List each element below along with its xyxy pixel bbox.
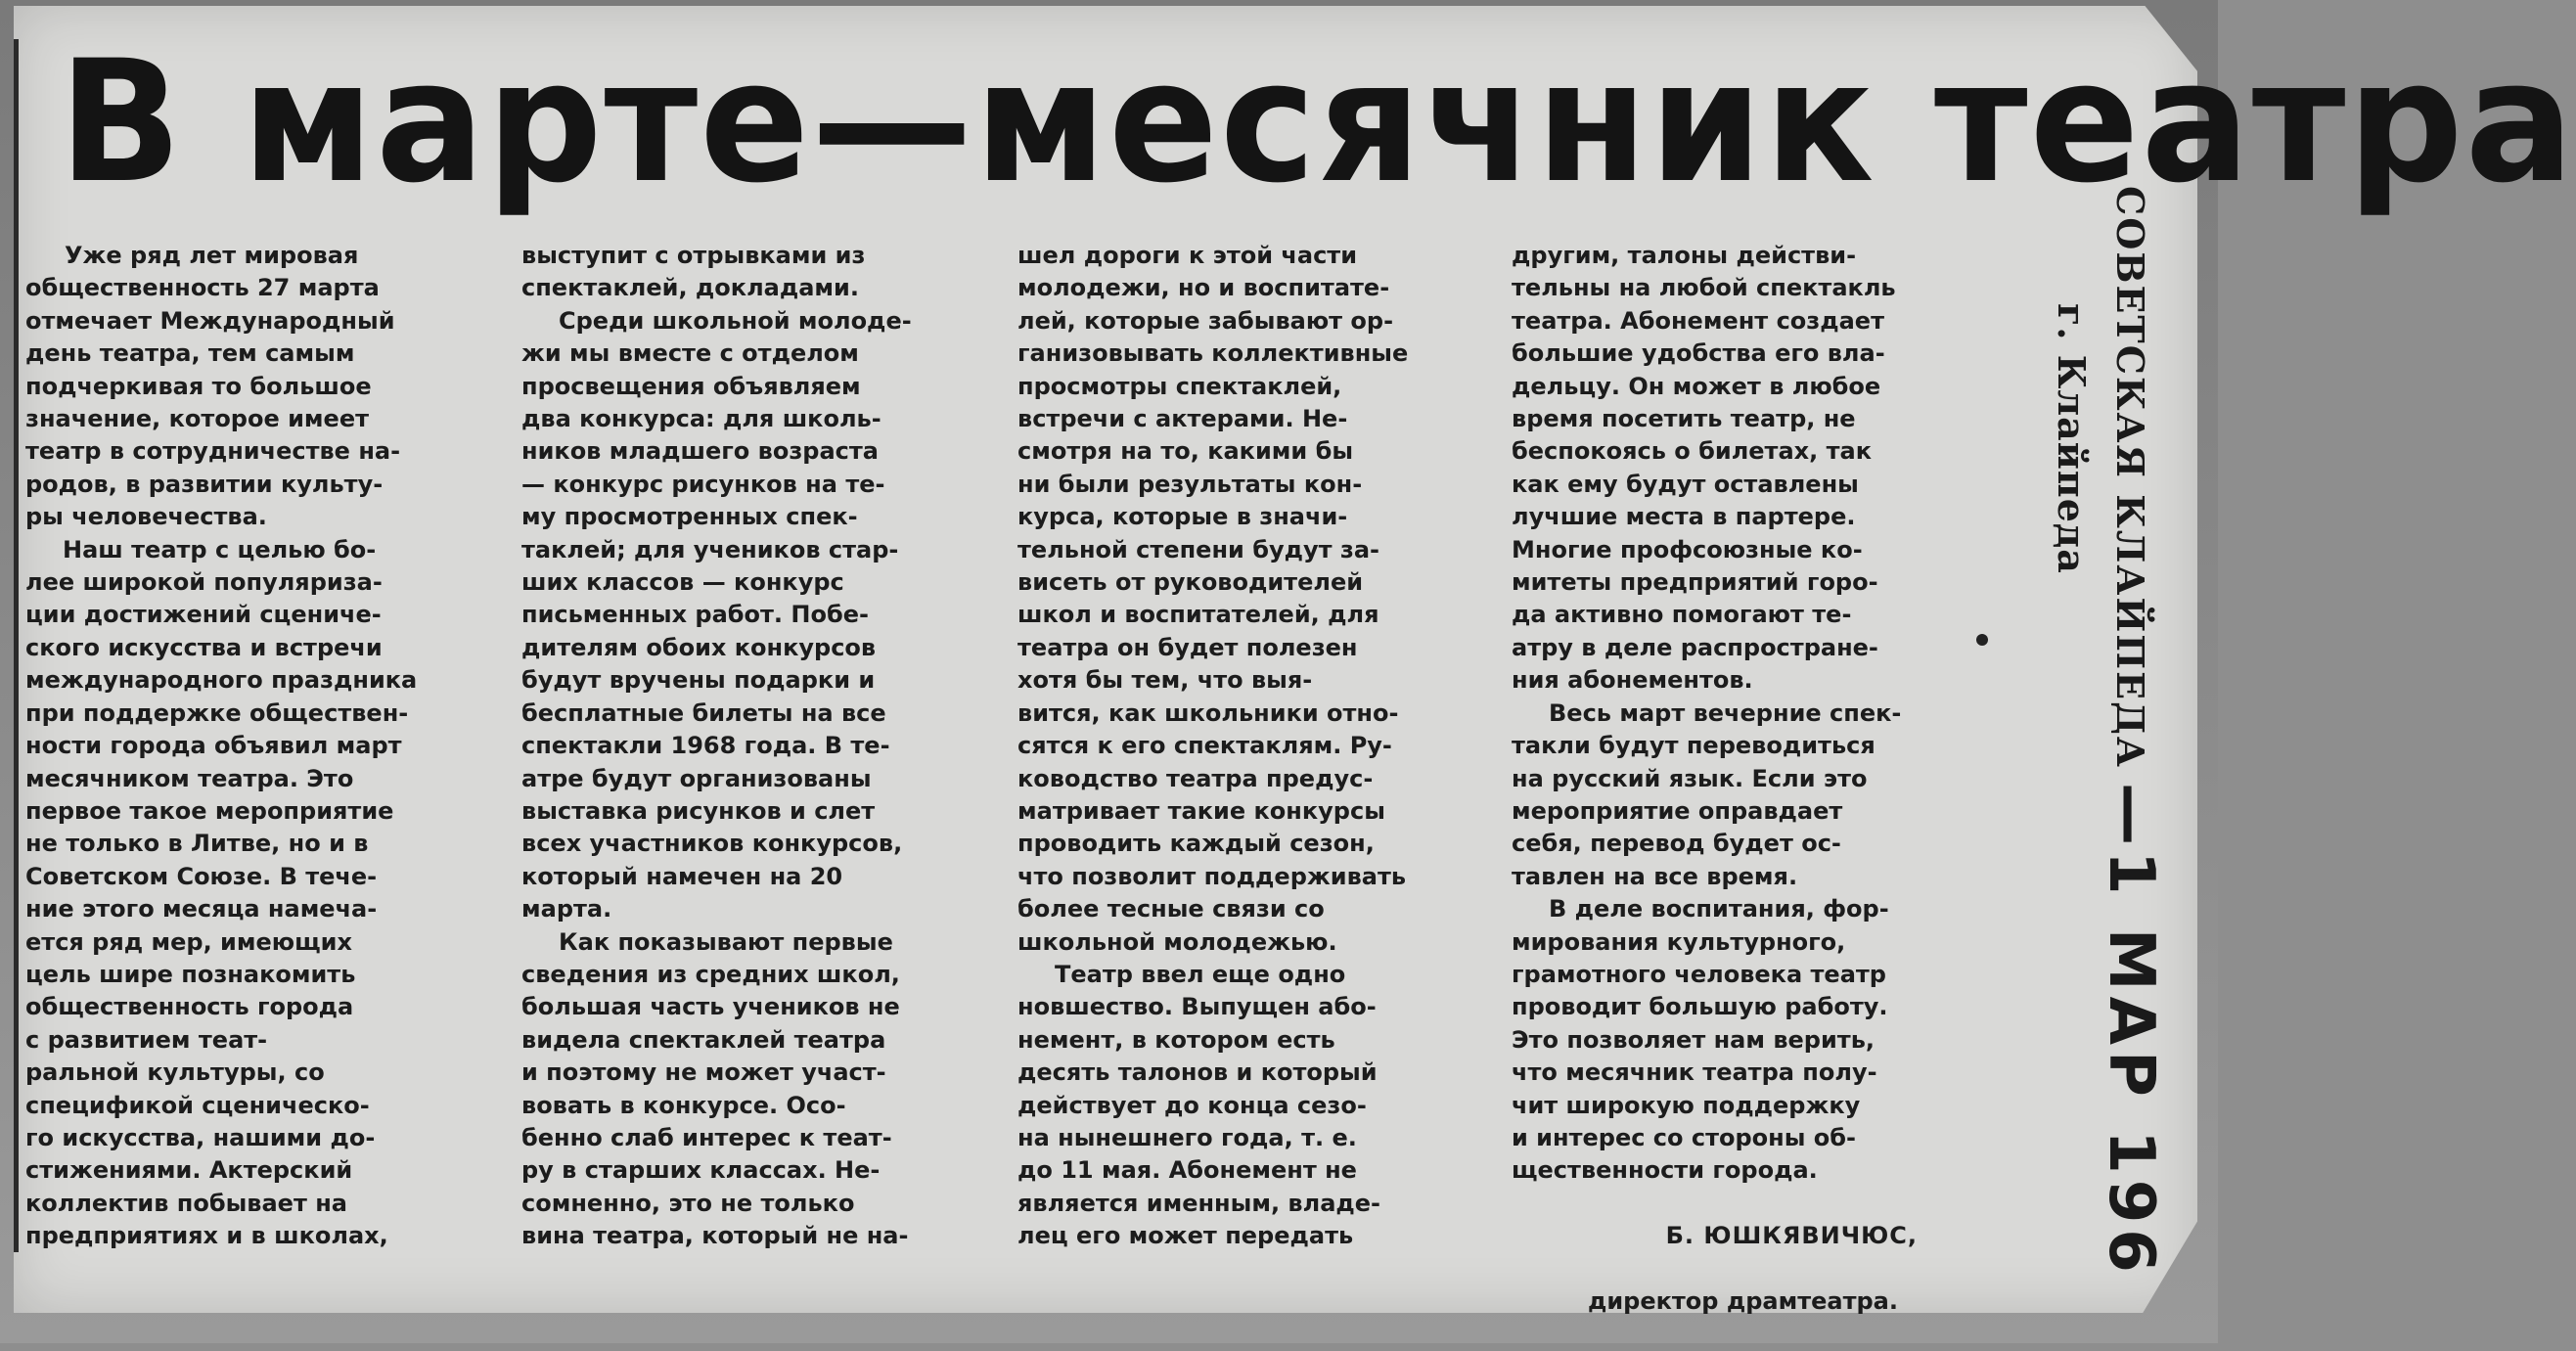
paragraph: В деле воспитания, фор- мирования культурного, грамотного человека театр проводит большую работу. Это позволяет нам верить, что месячник театра полу- чит широкую поддержку и интерес со стороны об- щественности города. [1512,895,1889,1185]
article-column-2 [521,240,967,1253]
paragraph: другим, талоны действи- тельны на любой спектакль театра. Абонемент создает большие удобства его вла- дельцу. Он может в любое время посетить театр, не беспокоясь о билетах, так как ему будут оставлены лучшие места в партере. Многие профсоюзные ко- митеты предприятий горо- да активно помогают те- атру в деле распростране- ния абонементов. [1512,242,1896,695]
article-column-1 [25,240,471,1253]
article-column-3 [1017,240,1463,1253]
stamp-city: г. Клайпеда [2050,303,2094,574]
author-name: Б. ЮШКЯВИЧЮС, [1665,1222,1918,1250]
stamp-newspaper-name: СОВЕТСКАЯ КЛАЙПЕДА [2108,186,2152,769]
paragraph: Уже ряд лет мировая общественность 27 марта отмечает Международный день театра, тем самым подчеркивая то большое значение, которое имеет театр в сотрудничестве на- родов, в развитии культу- ры человечества. [25,242,401,531]
article-column-4 [1512,240,1957,1351]
paragraph: шел дороги к этой части молодежи, но и воспитате- лей, которые забывают ор- ганизовывать коллективные просмотры спектаклей, встречи с актерами. Не- смотря на то, какими бы ни были результаты кон- курса, которые в значи- тельной степени будут за- висеть от руководителей школ и воспитателей, для театра он будет полезен хотя бы тем, что выя- вится, как школьники отно- сятся к его спектаклям. Ру- ководство театра предус- матривает такие конкурсы проводить каждый сезон, что позволит поддерживать более тесные связи со школьной молодежью. [1017,242,1409,956]
paragraph: Весь март вечерние спек- такли будут переводиться на русский язык. Если это мероприятие оправдает себя, перевод будет ос- тавлен на все время. [1512,698,1902,890]
author-signature [1512,1188,1957,1351]
ink-dot [1976,634,1988,646]
paragraph: Среди школьной молоде- жи мы вместе с отделом просвещения объявляем два конкурса: для школь- ников младшего возраста — конкурс рисунков на те- му просмотренных спек- таклей; для учеников стар- ших классов — конкурс письменных работ. Побе- дителям обоих конкурсов будут вручены подарки и бесплатные билеты на все спектакли 1968 года. В те- атре будут организованы выставка рисунков и слет всех участников конкурсов, который намечен на 20 марта. [521,306,912,923]
stamp-date: —1 МАР 196 [2095,783,2167,1279]
paragraph: Театр ввел еще одно новшество. Выпущен або- немент, в котором есть десять талонов и который действует до конца сезо- на нынешнего года, т. е. до 11 мая. Абонемент не является именным, владе- лец его может передать [1017,960,1381,1250]
author-title: директор драмтеатра. [1587,1287,1898,1315]
headline: В марте—месячник театра [59,23,2576,220]
left-border-rule [14,39,19,1252]
paragraph: Как показывают первые сведения из средних школ, большая часть учеников не видела спектаклей театра и поэтому не может участ- вовать в конкурсе. Осо- бенно слаб интерес к теат- ру в старших классах. Не- сомненно, это не только вина театра, который не на- [521,927,909,1250]
paragraph: выступит с отрывками из спектаклей, докладами. [521,242,866,302]
archive-stamp [2006,176,2201,1279]
paragraph: Наш театр с целью бо- лее широкой популяриза- ции достижений сцениче- ского искусства и встречи международного праздника при поддержке обществен- ности города объявил март месячником театра. Это первое такое мероприятие не только в Литве, но и в Советском Союзе. В тече- ние этого месяца намеча- ется ряд мер, имеющих цель шире познакомить общественность города с развитием теат- ральной культуры, со спецификой сценическо- го искусства, нашими до- стижениями. Актерский коллектив побывает на предприятиях и в школах, [25,535,418,1250]
